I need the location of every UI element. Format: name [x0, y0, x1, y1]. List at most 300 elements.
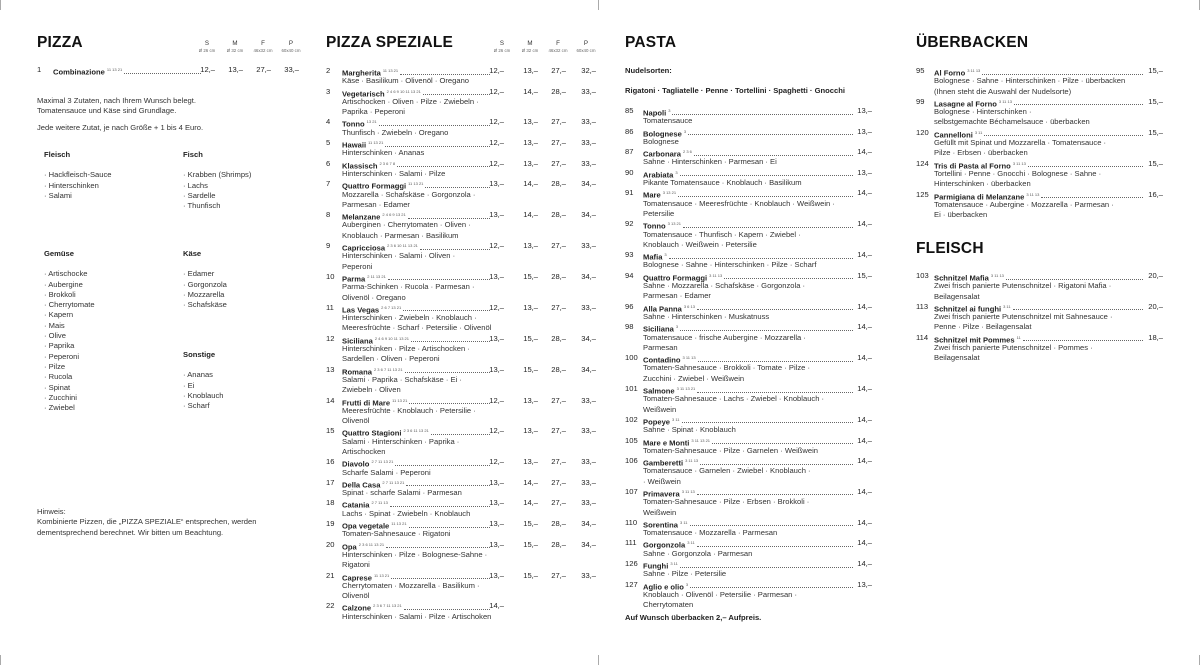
topping-group-fisch: Fisch · Krabben (Shrimps) · Lachs · Sardelle · Thunfisch	[183, 150, 252, 211]
item-name	[342, 571, 389, 584]
price: 14,–	[857, 301, 872, 311]
price: 34,–	[581, 364, 596, 374]
price: 14,–	[857, 435, 872, 445]
menu-item	[625, 127, 872, 148]
item-description: Hinterschinken · überbacken	[934, 179, 1031, 189]
price: 12,–	[489, 241, 504, 251]
item-name-text: Mare e Monti	[643, 438, 690, 448]
item-row	[326, 117, 602, 130]
item-name	[643, 456, 698, 469]
item-row	[326, 210, 602, 220]
price: 28,–	[551, 271, 566, 281]
ueberbacken-column	[916, 0, 1163, 665]
price: 14,–	[523, 86, 538, 96]
item-name: Combinazione $^{11 13 21}$	[53, 67, 123, 77]
topping-group-gemuese: Gemüse · Artischocke · Aubergine · Brokkoli · Cherrytomate · Kapern · Mais · Olive · Paprika · Peperoni · Pilze · Rucola · Spinat · Zucchini · Zwiebel	[44, 249, 95, 413]
allergen-codes: 3 11	[670, 561, 678, 567]
price: 14,–	[857, 250, 872, 260]
price: 12,–	[489, 138, 504, 148]
price: 15,–	[523, 271, 538, 281]
pizza-column	[37, 0, 302, 665]
item-number: 102	[625, 414, 638, 424]
leader-dots	[409, 396, 490, 405]
item-row	[625, 436, 872, 446]
price: 28,–	[551, 519, 566, 529]
item-description: Pikante Tomatensauce · Knoblauch · Basilikum	[643, 178, 802, 188]
price: 28,–	[551, 539, 566, 549]
menu-item	[326, 138, 602, 159]
item-name-text: Bolognese	[643, 129, 682, 139]
item-name-text: Cannelloni	[934, 130, 973, 140]
item-description: Olivenöl	[342, 591, 370, 601]
allergen-codes: 3 11	[1003, 303, 1011, 309]
item-name	[643, 415, 680, 428]
item-row	[625, 580, 872, 590]
size-p: P 60x40 cm	[576, 40, 596, 53]
leader-dots	[669, 250, 853, 259]
price: 12,–	[489, 302, 504, 312]
leader-dots	[1006, 271, 1143, 280]
allergen-codes: 2 3 6	[682, 149, 692, 155]
item-row	[625, 538, 872, 548]
item-name-text: Diavolo	[342, 459, 370, 469]
price: 13,–	[857, 579, 872, 589]
item-number: 114	[916, 332, 929, 342]
item-row	[326, 66, 602, 76]
pasta-footer: Auf Wunsch überbacken 2,– Aufpreis.	[625, 613, 762, 622]
item-name-text: Klassisch	[342, 161, 378, 171]
allergen-codes: 3	[675, 324, 679, 330]
price: 12,–	[489, 426, 504, 436]
item-name-text: Della Casa	[342, 480, 381, 490]
item-name	[643, 302, 695, 315]
allergen-codes: 3 13 21	[667, 221, 681, 227]
allergen-codes: 3	[668, 108, 671, 113]
item-description: Paprika · Peperoni	[342, 107, 405, 117]
item-description: Hinterschinken · Pilze · Artischocken ·	[342, 344, 470, 354]
item-row	[625, 188, 872, 198]
menu-item	[625, 456, 872, 487]
allergen-codes: 13 21	[366, 119, 377, 125]
leader-dots	[700, 456, 853, 465]
item-description: Sahne · Pilze · Petersilie	[643, 569, 727, 579]
leader-dots	[697, 302, 853, 311]
allergen-codes: 11 13 21	[382, 68, 399, 73]
leader-dots	[390, 498, 490, 507]
item-description: Parmesan	[643, 342, 678, 352]
item-number: 100	[625, 353, 638, 363]
item-number: 95	[916, 66, 925, 75]
item-row	[916, 128, 1163, 138]
pasta-heading: PASTA	[625, 34, 677, 51]
price: 13,–	[857, 126, 872, 136]
price: 14,–	[857, 147, 872, 157]
leader-dots	[409, 519, 490, 528]
item-row	[326, 396, 602, 406]
item-description: Auberginen · Cherrytomaten · Oliven ·	[342, 220, 471, 230]
menu-item	[326, 210, 602, 241]
menu-item	[326, 179, 602, 210]
item-number: 14	[326, 395, 335, 405]
size-f: F 46x32 cm	[253, 40, 273, 53]
item-row	[326, 601, 602, 611]
item-number: 93	[625, 250, 634, 260]
item-number: 16	[326, 457, 335, 467]
item-name-text: Sorentina	[643, 520, 679, 530]
price-f: 27,–	[256, 65, 271, 74]
allergen-codes: 11 13 21	[392, 397, 408, 403]
item-number: 124	[916, 158, 929, 168]
item-name	[342, 334, 409, 347]
item-number: 11	[326, 302, 334, 312]
item-description: Salami · Hinterschinken · Paprika ·	[342, 436, 460, 446]
item-description: Knoblauch · Olivenöl · Petersilie · Parmesan ·	[643, 589, 798, 599]
item-name-text: Schnitzel Mafia	[934, 273, 989, 283]
price: 15,–	[1148, 66, 1163, 75]
item-name-text: Alla Panna	[643, 304, 682, 314]
allergen-codes: 2 3 6 7 11 13 21	[373, 366, 403, 372]
item-number: 127	[625, 579, 638, 589]
item-name-text: Melanzane	[342, 212, 381, 222]
item-row	[326, 241, 602, 251]
size-m: M Ø 32 cm	[226, 40, 244, 53]
item-number: 4	[326, 117, 331, 127]
size-s: S Ø 26 cm	[493, 40, 511, 53]
price: 14,–	[857, 456, 872, 466]
item-description: Weißwein	[643, 404, 677, 414]
item-name-text: Al Forno	[934, 68, 966, 78]
item-description: Meeresfrüchte · Knoblauch · Petersilie ·	[342, 405, 476, 415]
item-name	[643, 487, 695, 500]
item-name-text: Primavera	[643, 489, 680, 499]
item-name-text: Tris di Pasta al Forno	[934, 161, 1011, 171]
item-name	[342, 117, 377, 130]
menu-item	[625, 384, 872, 415]
price: 15,–	[523, 364, 538, 374]
item-name-text: Las Vegas	[342, 305, 380, 315]
price: 28,–	[551, 333, 566, 343]
item-description: Parmesan · Edamer	[643, 291, 711, 301]
item-description: Tomaten-Sahnesauce · Brokkoli · Tomate · Pilze ·	[643, 363, 810, 373]
allergen-codes: 3 13 21	[662, 190, 677, 196]
item-name-text: Vegetarisch	[342, 89, 385, 99]
item-name	[934, 302, 1011, 315]
leader-dots	[411, 334, 490, 343]
menu-item	[326, 478, 602, 499]
item-name	[934, 271, 1004, 284]
pizza-size-header	[193, 41, 305, 54]
menu-item	[326, 396, 602, 427]
item-row	[326, 365, 602, 375]
item-row	[625, 559, 872, 569]
item-name-text: Carbonara	[643, 149, 681, 159]
item-row	[326, 334, 602, 344]
leader-dots	[697, 384, 853, 393]
item-name	[643, 580, 688, 593]
menu-item	[625, 436, 872, 457]
leader-dots	[406, 478, 490, 487]
item-description: Sahne · Hinterschinken · Parmesan · Ei	[643, 157, 777, 167]
item-description: Sahne · Hinterschinken · Muskatnuss	[643, 311, 770, 321]
item-name-text: Calzone	[342, 603, 372, 613]
menu-item	[326, 498, 602, 519]
menu-item	[916, 128, 1163, 159]
fleisch-list	[916, 271, 1163, 364]
price: 27,–	[551, 138, 566, 148]
speziale-list	[326, 66, 602, 622]
item-name	[643, 322, 678, 335]
crop-mark	[598, 655, 599, 665]
item-name-text: Napoli	[643, 108, 667, 118]
item-description: Tomatensauce · Mozzarella · Parmesan	[643, 528, 778, 538]
menu-item	[326, 457, 602, 478]
price: 12,–	[489, 117, 504, 127]
allergen-codes: 3 11 13	[685, 458, 699, 464]
item-number: 101	[625, 384, 638, 394]
item-row	[326, 457, 602, 467]
item-row	[916, 66, 1163, 76]
price: 33,–	[581, 570, 596, 580]
item-description: Meeresfrüchte · Scharf · Petersilie · Olivenöl	[342, 323, 492, 333]
price: 34,–	[581, 179, 596, 189]
price: 14,–	[857, 414, 872, 424]
price: 34,–	[581, 333, 596, 343]
item-description: Sardellen · Oliven · Peperoni	[342, 354, 440, 364]
item-description: Tomatensauce · Thunfisch · Kapern · Zwiebel ·	[643, 229, 801, 239]
price: 12,–	[489, 66, 504, 75]
price: 33,–	[581, 477, 596, 487]
price: 27,–	[551, 66, 566, 75]
item-description: Tomatensauce	[643, 116, 693, 126]
price: 13,–	[489, 179, 504, 189]
item-name	[643, 559, 678, 572]
item-name	[934, 66, 980, 79]
price-p: 33,–	[284, 65, 299, 74]
allergen-codes: 3 11 13	[990, 273, 1004, 278]
price: 13,–	[489, 210, 504, 220]
price: 27,–	[551, 117, 566, 127]
item-number: 17	[326, 477, 335, 487]
allergen-codes: 2 11 13 21	[367, 273, 386, 279]
menu-item	[625, 219, 872, 250]
item-name	[643, 106, 670, 119]
item-description: Cherrytomaten	[643, 600, 694, 610]
item-number: 107	[625, 486, 638, 496]
leader-dots	[397, 159, 490, 168]
crop-mark	[0, 0, 1, 10]
item-name	[934, 159, 1026, 172]
price: 13,–	[857, 167, 872, 177]
price: 28,–	[551, 179, 566, 189]
item-name-text: Schnitzel ai funghi	[934, 304, 1002, 314]
price-m: 13,–	[228, 65, 243, 74]
item-description: Tortellini · Penne · Gnocchi · Bolognese · Sahne ·	[934, 168, 1102, 178]
item-description: Zwei frisch panierte Putenschnitzel · Rigatoni Mafia ·	[934, 281, 1112, 291]
item-name	[342, 365, 403, 378]
menu-item-combinazione	[37, 65, 302, 75]
item-description: Hinterschinken · Salami · Pilze · Artischoken	[342, 611, 492, 621]
item-description: Cherrytomaten · Mozzarella · Basilikum ·	[342, 580, 480, 590]
item-name	[934, 97, 1012, 110]
leader-dots	[984, 128, 1143, 137]
menu-item	[625, 580, 872, 611]
leader-dots	[1013, 302, 1143, 311]
leader-dots	[690, 518, 853, 527]
item-number: 6	[326, 158, 331, 168]
price: 13,–	[523, 426, 538, 436]
leader-dots	[694, 147, 853, 156]
menu-item	[326, 159, 602, 180]
menu-item	[326, 519, 602, 540]
nudelsorten-list: Rigatoni · Tagliatelle · Penne · Tortellini · Spaghetti · Gnocchi	[625, 86, 845, 95]
item-row	[916, 302, 1163, 312]
item-name	[342, 601, 402, 614]
price: 14,–	[857, 384, 872, 394]
price: 34,–	[581, 271, 596, 281]
menu-item	[916, 66, 1163, 97]
price: 13,–	[489, 498, 504, 508]
allergen-codes: 3 11 13 21	[676, 386, 696, 392]
allergen-codes: 3 6 13	[683, 303, 695, 309]
item-row	[625, 250, 872, 260]
allergen-codes: 3 11 13	[682, 355, 696, 361]
item-row	[625, 415, 872, 425]
price: 13,–	[489, 364, 504, 374]
item-name	[342, 87, 421, 100]
allergen-codes: 3 11 13	[681, 488, 695, 494]
leader-dots	[420, 241, 490, 250]
item-description: Knoblauch · Parmesan · Basilikum	[342, 230, 459, 240]
allergen-codes: 3 11	[687, 540, 695, 546]
price: 13,–	[489, 570, 504, 580]
item-name-text: Popeye	[643, 417, 671, 427]
item-number: 90	[625, 167, 634, 177]
item-row	[326, 303, 602, 313]
item-row	[916, 333, 1163, 343]
price: 13,–	[523, 457, 538, 467]
leader-dots	[682, 415, 853, 424]
item-description: Zwei frisch panierte Putenschnitzel · Pommes ·	[934, 343, 1093, 353]
speziale-column	[326, 0, 602, 665]
item-row	[916, 271, 1163, 281]
allergen-codes: 2 7 11 13 21	[371, 459, 394, 465]
leader-dots	[386, 540, 490, 549]
item-number: 85	[625, 106, 634, 115]
price: 12,–	[489, 86, 504, 96]
menu-item	[916, 271, 1163, 302]
item-description: Tomatensauce · Garnelen · Zwiebel · Knoblauch ·	[643, 466, 811, 476]
pizza-hinweis: Hinweis: Kombinierte Pizzen, die „PIZZA SPEZIALE“ entsprechen, werden dementsprechend berechnet. Wir bitten um Beachtung.	[37, 507, 257, 537]
item-name	[643, 147, 692, 160]
item-name	[643, 250, 667, 263]
allergen-codes: 11 13 21	[408, 181, 424, 187]
leader-dots	[124, 65, 201, 74]
item-name-text: Salmone	[643, 386, 675, 396]
item-description: Scharfe Salami · Peperoni	[342, 467, 431, 477]
item-name	[342, 138, 383, 151]
price: 27,–	[551, 457, 566, 467]
price: 14,–	[857, 322, 872, 332]
item-name	[342, 159, 395, 172]
item-number: 10	[326, 271, 335, 281]
allergen-codes: 3 11	[680, 519, 688, 525]
item-number: 1	[37, 65, 42, 74]
price: 33,–	[581, 498, 596, 508]
item-name-text: Gamberetti	[643, 458, 684, 468]
item-name	[342, 272, 386, 285]
item-description: Hinterschinken · Pilze · Bolognese-Sahne ·	[342, 549, 488, 559]
price: 14,–	[857, 219, 872, 229]
pasta-column	[625, 0, 872, 665]
menu-item	[625, 518, 872, 539]
item-number: 22	[326, 601, 335, 611]
leader-dots	[388, 272, 490, 281]
menu-item	[625, 559, 872, 580]
menu-item	[326, 601, 602, 622]
ueberbacken-list	[916, 66, 1163, 220]
item-number: 2	[326, 66, 331, 75]
leader-dots	[698, 353, 853, 362]
item-description: Knoblauch · Weißwein · Petersilie	[643, 239, 757, 249]
topping-group-sonstige: Sonstige · Ananas · Ei · Knoblauch · Scharf	[183, 350, 224, 411]
leader-dots	[395, 457, 490, 466]
leader-dots	[1023, 333, 1143, 342]
price: 27,–	[551, 498, 566, 508]
allergen-codes: 3	[685, 581, 689, 587]
price: 16,–	[1148, 189, 1163, 199]
menu-item	[326, 117, 602, 138]
item-description: Tomaten-Sahnesauce · Lachs · Zwiebel · Knoblauch ·	[643, 394, 825, 404]
allergen-codes: 3 11 13	[1012, 160, 1026, 166]
item-name-text: Catania	[342, 501, 370, 510]
menu-item	[625, 250, 872, 271]
item-number: 94	[625, 270, 634, 280]
item-name	[643, 127, 686, 140]
leader-dots	[405, 365, 490, 374]
item-name	[643, 384, 695, 397]
item-description: Parma-Schinken · Rucola · Parmesan ·	[342, 282, 475, 292]
item-name-text: Funghi	[643, 561, 669, 571]
item-number: 110	[625, 517, 638, 527]
price: 33,–	[581, 457, 596, 467]
price: 34,–	[581, 519, 596, 529]
leader-dots	[431, 426, 490, 435]
allergen-codes: 2 7 11 13 21	[382, 479, 405, 485]
item-name	[643, 353, 696, 366]
price: 13,–	[523, 241, 538, 251]
item-description: Hinterschinken · Ananas	[342, 148, 425, 158]
item-name	[643, 518, 688, 531]
price: 33,–	[581, 241, 596, 251]
item-name	[342, 498, 388, 511]
item-number: 15	[326, 426, 335, 436]
item-description: Sahne · Mozzarella · Schafskäse · Gorgonzola ·	[643, 281, 806, 291]
item-number: 5	[326, 138, 331, 148]
item-row	[625, 322, 872, 332]
menu-item	[625, 353, 872, 384]
item-number: 91	[625, 188, 634, 198]
price: 27,–	[551, 477, 566, 487]
price: 28,–	[551, 86, 566, 96]
menu-item	[625, 106, 872, 127]
size-p: P 60x40 cm	[281, 40, 301, 53]
leader-dots	[680, 322, 853, 331]
price: 14,–	[523, 498, 538, 508]
item-name-text: Mafia	[643, 252, 663, 262]
item-row	[326, 478, 602, 488]
crop-mark	[0, 655, 1, 665]
price: 27,–	[551, 158, 566, 168]
